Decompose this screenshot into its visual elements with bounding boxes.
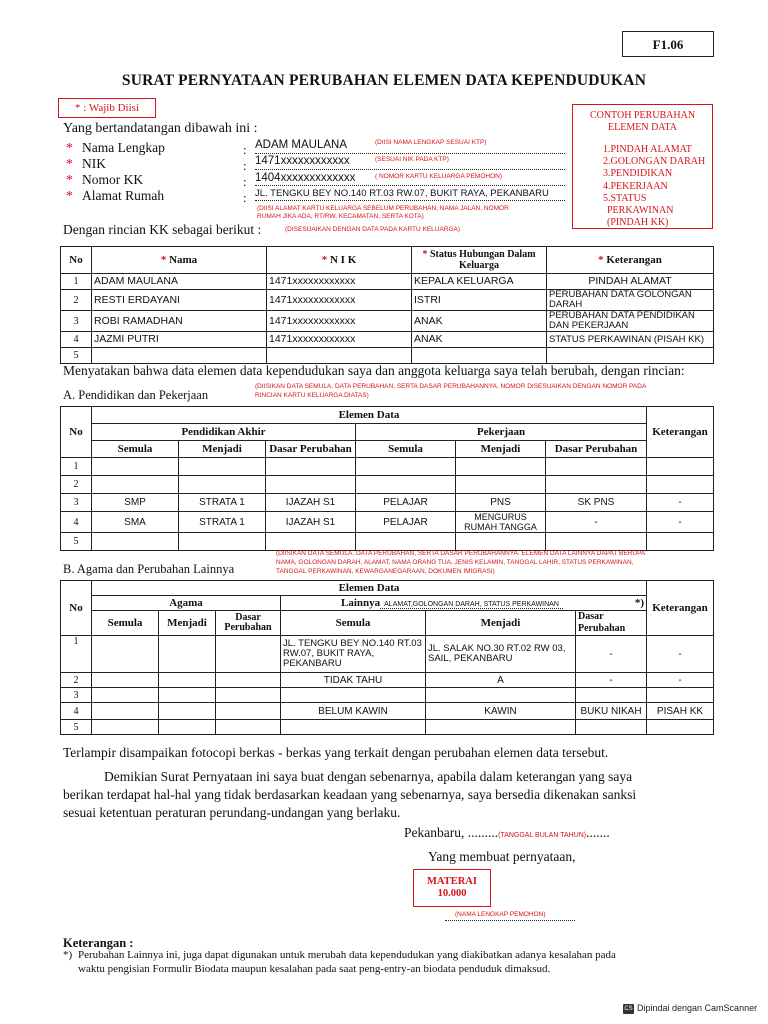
rincian-label: Dengan rincian KK sebagai berikut : (63, 222, 262, 237)
table-row: 4 SMA STRATA 1 IJAZAH S1 PELAJAR MENGURUS RUMAH TANGGA - - (61, 512, 714, 533)
demikian-text: Demikian Surat Pernyataan ini saya buat dengan sebenarnya, apabila dalam keterangan yang saya (104, 769, 633, 784)
nama-pemohon-hint: (NAMA LENGKAP PEMOHON) (455, 911, 546, 918)
keterangan-text: waktu pengisian Formulir Biodata maupun kesalahan pada saat peng-entry-an biodata penduduk dimaksud. (78, 963, 551, 975)
table-row: 2 (61, 476, 714, 494)
section-b-title: B. Agama dan Perubahan Lainnya (63, 562, 235, 576)
col-header: No (61, 407, 92, 458)
col-header: Pendidikan Akhir (92, 424, 356, 441)
contoh-item: 1.PINDAH ALAMAT (603, 144, 692, 155)
col-header: * Nama (92, 247, 267, 274)
section-b-hint: NAMA, GOLONGAN DARAH, ALAMAT, NAMA ORANG TUA, JENIS KELAMIN, TANGGAL LAHIR, STATUS PERKAWINAN, (276, 559, 634, 566)
table-row: 3 ROBI RAMADHAN 1471xxxxxxxxxxxx ANAK PERUBAHAN DATA PENDIDIKAN DAN PEKERJAAN (61, 311, 714, 332)
col-header: Keterangan (647, 407, 714, 458)
col-header: * Status Hubungan Dalam Keluarga (412, 247, 547, 274)
yang-membuat: Yang membuat pernyataan, (428, 849, 576, 864)
table-row: 1 (61, 458, 714, 476)
demikian-text: sesuai ketentuan peraturan perundang-undangan yang berlaku. (63, 805, 401, 820)
table-row: 2 RESTI ERDAYANI 1471xxxxxxxxxxxx ISTRI PERUBAHAN DATA GOLONGAN DARAH (61, 290, 714, 311)
section-a-hint: RINCIAN KARTU KELUARGA DIATAS) (255, 392, 369, 399)
intro-text: Yang bertandatangan dibawah ini : (63, 121, 258, 136)
table-row: 4 BELUM KAWIN KAWIN BUKU NIKAH PISAH KK (61, 703, 714, 720)
section-b-hint: TANGGAL PERKAWINAN, KEWARGANEGARAAN, DOKUMEN IMIGRASI) (276, 568, 495, 575)
keterangan-title: Keterangan : (63, 936, 134, 950)
alamat-hint: (DIISI ALAMAT KARTU KELUARGA SEBELUM PERUBAHAN, NAMA JALAN, NOMOR (257, 205, 509, 212)
rincian-hint: (DISESUAIKAN DENGAN DATA PADA KARTU KELUARGA) (285, 226, 461, 233)
alamat-hint: RUMAH JIKA ADA, RT/RW, KECAMATAN, SERTA KOTA) (257, 213, 424, 220)
col-header: * Keterangan (547, 247, 714, 274)
alamat-field[interactable]: JL. TENGKU BEY NO.140 RT.03 RW.07, BUKIT RAYA, PEKANBARU (255, 188, 549, 199)
col-header: * N I K (267, 247, 412, 274)
table-row: 1 ADAM MAULANA 1471xxxxxxxxxxxx KEPALA KELUARGA PINDAH ALAMAT (61, 274, 714, 290)
menyatakan-text: Menyatakan bahwa data elemen data kependudukan saya dan anggota keluarga saya telah berubah, dengan rincian: (63, 363, 685, 378)
col-header: Pekerjaan (356, 424, 647, 441)
nama-hint: (DIISI NAMA LENGKAP SESUAI KTP) (375, 139, 487, 146)
table-row: 3 SMP STRATA 1 IJAZAH S1 PELAJAR PNS SK PNS - (61, 494, 714, 512)
kk-label: * Nomor KK (66, 172, 144, 187)
table-row: 5 (61, 533, 714, 551)
camscanner-badge: CS Dipindai dengan CamScanner (624, 1003, 758, 1013)
section-b-hint: (DIISIKAN DATA SEMULA, DATA PERUBAHAN, SERTA DASAR PERUBAHANNYA. ELEMEN DATA LAINNYA DAPAT BERUPA (276, 550, 646, 557)
nik-label: * NIK (66, 156, 106, 171)
table-row: 5 (61, 720, 714, 735)
section-a-title: A. Pendidikan dan Pekerjaan (63, 388, 209, 402)
kk-hint: ( NOMOR KARTU KELUARGA PEMOHON) (375, 173, 503, 180)
keterangan-star: *) (63, 949, 73, 961)
kk-field[interactable]: 1404xxxxxxxxxxxxx (255, 172, 356, 184)
nik-hint: (SESUAI NIK PADA KTP) (375, 156, 449, 163)
nama-field[interactable]: ADAM MAULANA (255, 139, 348, 151)
table-row: 2 TIDAK TAHU A - - (61, 673, 714, 688)
section-a-hint: (DIISIKAN DATA SEMULA, DATA PERUBAHAN, SERTA DASAR PERUBAHANNYA. NOMOR DISESUAIKAN DENGAN NOMOR PADA (255, 383, 647, 390)
place-date: Pekanbaru, .........(TANGGAL BULAN TAHUN)....... (404, 825, 610, 840)
contoh-item: 3.PENDIDIKAN (603, 168, 673, 180)
contoh-item: 2.GOLONGAN DARAH (603, 156, 706, 168)
materai-box: MATERAI 10.000 (413, 869, 491, 907)
nik-field[interactable]: 1471xxxxxxxxxxxx (255, 155, 350, 167)
col-header: No (61, 247, 92, 274)
table-row: 3 (61, 688, 714, 703)
demikian-text: berikan terdapat hal-hal yang tidak berdasarkan keadaan yang sebenarnya, saya bersedia dikenakan sanksi (63, 787, 637, 802)
col-header: Elemen Data (92, 407, 647, 424)
wajib-diisi-note: * : Wajib Diisi (58, 98, 156, 118)
pendidikan-pekerjaan-table: No Elemen Data Keterangan Pendidikan Akhir Pekerjaan Semula Menjadi Dasar Perubahan Semula Menjadi Dasar Perubahan 1 2 3 SMP STRATA 1 IJAZAH S1 PELAJAR PNS SK PNS - 4 SMA STRATA 1 IJAZAH S1 PELAJAR MENGURUS RUMAH TANGGA - - 5 (60, 406, 714, 551)
table-row: 4 JAZMI PUTRI 1471xxxxxxxxxxxx ANAK STATUS PERKAWINAN (PISAH KK) (61, 332, 714, 348)
agama-lainnya-table: No Elemen Data Keterangan Agama Lainnya ALAMAT,GOLONGAN DARAH, STATUS PERKAWINAN *) Semula Menjadi Dasar Perubahan Semula Menjadi Dasar Perubahan 1 JL. TENGKU BEY NO.140 RT.03 RW.07, BUKIT RAYA, PEKANBARU JL. SALAK NO.30 RT.02 RW 03, SAIL, PEKANBARU - - 2 TIDAK TAHU A - - 3 4 BELUM KAWIN KAWIN BUKU NIKAH PISAH KK 5 (60, 580, 714, 735)
terlampir-text: Terlampir disampaikan fotocopi berkas - berkas yang terkait dengan perubahan elemen data tersebut. (63, 745, 609, 760)
contoh-perubahan-box (572, 104, 713, 229)
nama-label: * Nama Lengkap (66, 140, 165, 155)
table-row: 5 (61, 348, 714, 364)
page-title: SURAT PERNYATAAN PERUBAHAN ELEMEN DATA KEPENDUDUKAN (121, 72, 647, 89)
kk-table (60, 246, 714, 364)
contoh-heading: CONTOH PERUBAHAN ELEMEN DATA (589, 110, 696, 133)
form-code: F1.06 (622, 31, 714, 57)
table-row: 1 JL. TENGKU BEY NO.140 RT.03 RW.07, BUKIT RAYA, PEKANBARU JL. SALAK NO.30 RT.02 RW 03, SAIL, PEKANBARU - - (61, 636, 714, 673)
keterangan-text: Perubahan Lainnya ini, juga dapat digunakan untuk merubah data kependudukan yang diakibatkan adanya kesalahan pada (78, 949, 616, 961)
alamat-label: * Alamat Rumah (66, 188, 165, 203)
camscanner-icon: CS (624, 1005, 633, 1012)
contoh-item: 5.STATUS PERKAWINAN (PINDAH KK) (603, 192, 674, 229)
contoh-item: 4.PEKERJAAN (603, 180, 668, 192)
place-date-hint: (TANGGAL BULAN TAHUN) (498, 832, 587, 839)
